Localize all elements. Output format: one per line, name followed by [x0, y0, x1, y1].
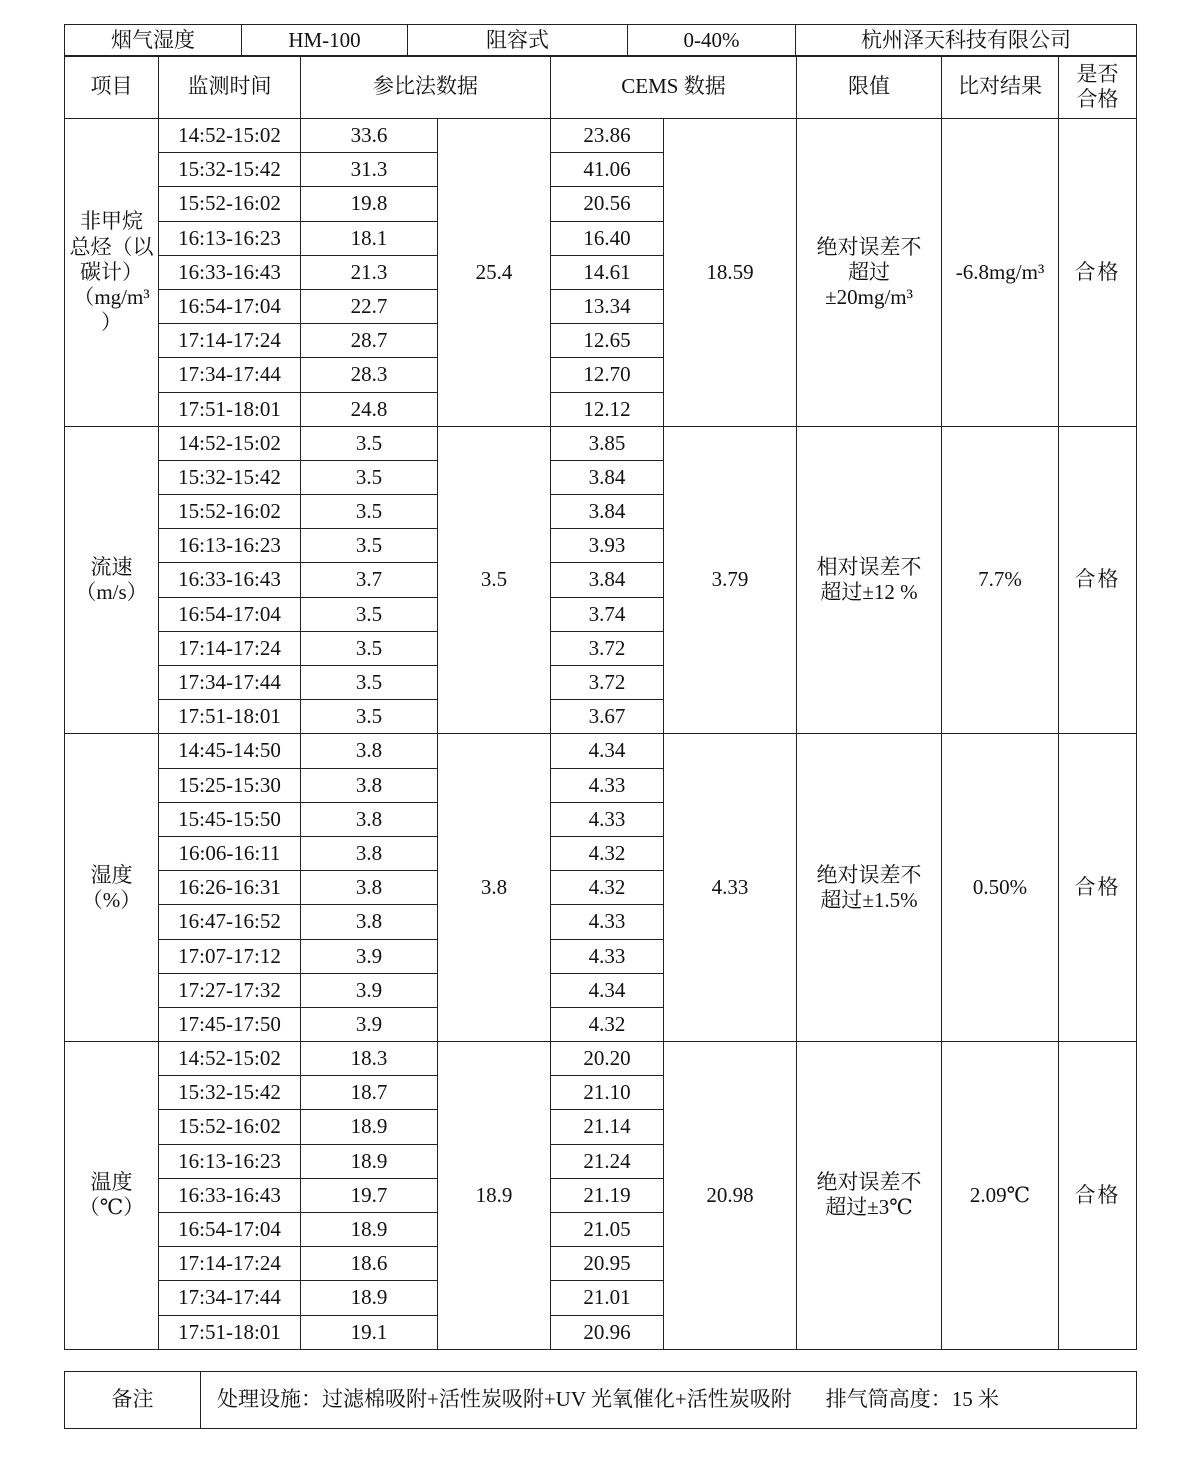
cems-value: 12.12: [551, 392, 664, 426]
ref-value: 18.7: [301, 1076, 438, 1110]
ref-value: 3.5: [301, 700, 438, 734]
cems-value: 3.93: [551, 529, 664, 563]
ref-value: 18.3: [301, 1042, 438, 1076]
cems-average: 3.79: [664, 426, 797, 734]
monitor-time: 17:34-17:44: [159, 1281, 301, 1315]
ref-value: 3.5: [301, 529, 438, 563]
remarks-row: [65, 1372, 1137, 1429]
ref-value: 3.8: [301, 905, 438, 939]
cems-value: 16.40: [551, 221, 664, 255]
ref-value: 3.5: [301, 597, 438, 631]
ref-value: 3.8: [301, 734, 438, 768]
cems-value: 23.86: [551, 119, 664, 153]
instrument-row: [65, 25, 1137, 57]
monitor-time: 16:54-17:04: [159, 597, 301, 631]
table-row: [65, 734, 1137, 768]
table-row: [65, 426, 1137, 460]
table-row: [65, 119, 1137, 153]
ref-value: 19.8: [301, 187, 438, 221]
cems-value: 4.34: [551, 734, 664, 768]
cems-value: 3.84: [551, 563, 664, 597]
monitor-time: 16:13-16:23: [159, 529, 301, 563]
cems-value: 14.61: [551, 255, 664, 289]
ref-value: 3.5: [301, 426, 438, 460]
monitor-time: 16:33-16:43: [159, 255, 301, 289]
monitor-time: 16:06-16:11: [159, 836, 301, 870]
monitor-time: 16:13-16:23: [159, 1144, 301, 1178]
monitor-time: 17:51-18:01: [159, 392, 301, 426]
header-cems-data: CEMS 数据: [551, 56, 797, 119]
cems-value: 21.24: [551, 1144, 664, 1178]
ref-value: 21.3: [301, 255, 438, 289]
cems-value: 20.20: [551, 1042, 664, 1076]
ref-value: 19.7: [301, 1178, 438, 1212]
limit-value: 相对误差不 超过±12 %: [797, 426, 942, 734]
ref-value: 31.3: [301, 153, 438, 187]
cems-value: 13.34: [551, 289, 664, 323]
monitor-time: 15:32-15:42: [159, 153, 301, 187]
cems-value: 21.10: [551, 1076, 664, 1110]
cems-value: 3.72: [551, 666, 664, 700]
ref-value: 3.7: [301, 563, 438, 597]
monitor-time: 17:27-17:32: [159, 973, 301, 1007]
monitor-time: 16:47-16:52: [159, 905, 301, 939]
ref-value: 28.3: [301, 358, 438, 392]
monitor-time: 15:32-15:42: [159, 460, 301, 494]
comparison-result: 2.09℃: [942, 1042, 1059, 1350]
ref-value: 18.9: [301, 1213, 438, 1247]
monitor-time: 17:51-18:01: [159, 1315, 301, 1349]
instrument-parameter: 烟气湿度: [65, 25, 242, 57]
ref-value: 3.5: [301, 666, 438, 700]
ref-value: 3.9: [301, 973, 438, 1007]
ref-value: 18.1: [301, 221, 438, 255]
remarks-table: [64, 1371, 1137, 1429]
ref-value: 3.5: [301, 631, 438, 665]
instrument-model: HM-100: [242, 25, 408, 57]
cems-value: 21.19: [551, 1178, 664, 1212]
monitor-time: 16:33-16:43: [159, 563, 301, 597]
ref-value: 33.6: [301, 119, 438, 153]
cems-value: 21.05: [551, 1213, 664, 1247]
cems-average: 18.59: [664, 119, 797, 427]
monitor-time: 17:34-17:44: [159, 666, 301, 700]
ref-value: 3.9: [301, 1007, 438, 1041]
cems-value: 3.72: [551, 631, 664, 665]
instrument-range: 0-40%: [628, 25, 796, 57]
cems-value: 12.65: [551, 324, 664, 358]
cems-value: 4.32: [551, 1007, 664, 1041]
monitor-time: 14:52-15:02: [159, 1042, 301, 1076]
cems-value: 21.14: [551, 1110, 664, 1144]
ref-value: 3.8: [301, 768, 438, 802]
cems-value: 3.84: [551, 495, 664, 529]
header-item: 项目: [65, 56, 159, 119]
monitor-time: 17:45-17:50: [159, 1007, 301, 1041]
limit-value: 绝对误差不 超过±1.5%: [797, 734, 942, 1042]
ref-value: 3.8: [301, 836, 438, 870]
monitor-time: 16:54-17:04: [159, 289, 301, 323]
pass-status: 合格: [1059, 734, 1137, 1042]
ref-value: 24.8: [301, 392, 438, 426]
ref-value: 19.1: [301, 1315, 438, 1349]
header-ref-data: 参比法数据: [301, 56, 551, 119]
monitor-time: 15:25-15:30: [159, 768, 301, 802]
ref-value: 28.7: [301, 324, 438, 358]
treatment-facility: 处理设施：过滤棉吸附+活性炭吸附+UV 光氧催化+活性炭吸附: [217, 1387, 792, 1412]
cems-average: 4.33: [664, 734, 797, 1042]
cems-value: 41.06: [551, 153, 664, 187]
monitor-time: 15:52-16:02: [159, 495, 301, 529]
item-name: 温度 （℃）: [65, 1042, 159, 1350]
monitor-time: 14:52-15:02: [159, 119, 301, 153]
monitor-time: 15:52-16:02: [159, 187, 301, 221]
cems-value: 3.74: [551, 597, 664, 631]
instrument-table: [64, 24, 1137, 57]
cems-average: 20.98: [664, 1042, 797, 1350]
cems-value: 4.32: [551, 836, 664, 870]
ref-value: 18.9: [301, 1281, 438, 1315]
monitor-time: 17:14-17:24: [159, 1247, 301, 1281]
monitor-time: 15:45-15:50: [159, 802, 301, 836]
cems-value: 12.70: [551, 358, 664, 392]
cems-value: 4.32: [551, 871, 664, 905]
ref-average: 3.5: [438, 426, 551, 734]
cems-value: 3.84: [551, 460, 664, 494]
limit-value: 绝对误差不 超过 ±20mg/m³: [797, 119, 942, 427]
table-row: [65, 1042, 1137, 1076]
cems-value: 20.96: [551, 1315, 664, 1349]
monitor-time: 16:54-17:04: [159, 1213, 301, 1247]
ref-value: 3.5: [301, 460, 438, 494]
ref-value: 3.9: [301, 939, 438, 973]
ref-average: 25.4: [438, 119, 551, 427]
header-time: 监测时间: [159, 56, 301, 119]
header-row: [65, 56, 1137, 119]
cems-value: 4.33: [551, 905, 664, 939]
stack-height: 排气筒高度：15 米: [825, 1387, 999, 1412]
ref-value: 3.8: [301, 802, 438, 836]
monitor-time: 17:14-17:24: [159, 324, 301, 358]
comparison-table: [64, 55, 1137, 1350]
item-name: 湿度 （%）: [65, 734, 159, 1042]
cems-value: 4.33: [551, 768, 664, 802]
header-result: 比对结果: [942, 56, 1059, 119]
pass-status: 合格: [1059, 1042, 1137, 1350]
monitor-time: 17:34-17:44: [159, 358, 301, 392]
monitor-time: 16:13-16:23: [159, 221, 301, 255]
item-name: 非甲烷 总烃（以 碳计） （mg/m³ ）: [65, 119, 159, 427]
cems-value: 3.67: [551, 700, 664, 734]
comparison-result: 0.50%: [942, 734, 1059, 1042]
cems-value: 20.56: [551, 187, 664, 221]
ref-average: 3.8: [438, 734, 551, 1042]
limit-value: 绝对误差不 超过±3℃: [797, 1042, 942, 1350]
instrument-manufacturer: 杭州泽天科技有限公司: [796, 25, 1137, 57]
header-limit: 限值: [797, 56, 942, 119]
comparison-result: 7.7%: [942, 426, 1059, 734]
monitor-time: 14:52-15:02: [159, 426, 301, 460]
ref-value: 18.9: [301, 1144, 438, 1178]
cems-value: 4.33: [551, 939, 664, 973]
monitor-time: 14:45-14:50: [159, 734, 301, 768]
ref-average: 18.9: [438, 1042, 551, 1350]
pass-status: 合格: [1059, 426, 1137, 734]
cems-value: 4.34: [551, 973, 664, 1007]
monitor-time: 15:52-16:02: [159, 1110, 301, 1144]
monitor-time: 17:14-17:24: [159, 631, 301, 665]
monitor-time: 17:07-17:12: [159, 939, 301, 973]
header-pass: 是否 合格: [1059, 56, 1137, 119]
ref-value: 3.8: [301, 871, 438, 905]
remarks-label: 备注: [65, 1372, 201, 1429]
cems-value: 4.33: [551, 802, 664, 836]
monitor-time: 16:26-16:31: [159, 871, 301, 905]
pass-status: 合格: [1059, 119, 1137, 427]
ref-value: 3.5: [301, 495, 438, 529]
remarks-content: [201, 1372, 1137, 1429]
cems-value: 20.95: [551, 1247, 664, 1281]
monitor-time: 17:51-18:01: [159, 700, 301, 734]
ref-value: 18.9: [301, 1110, 438, 1144]
cems-value: 3.85: [551, 426, 664, 460]
ref-value: 22.7: [301, 289, 438, 323]
cems-value: 21.01: [551, 1281, 664, 1315]
item-name: 流速 （m/s）: [65, 426, 159, 734]
monitor-time: 15:32-15:42: [159, 1076, 301, 1110]
comparison-result: -6.8mg/m³: [942, 119, 1059, 427]
instrument-principle: 阻容式: [408, 25, 628, 57]
monitor-time: 16:33-16:43: [159, 1178, 301, 1212]
ref-value: 18.6: [301, 1247, 438, 1281]
